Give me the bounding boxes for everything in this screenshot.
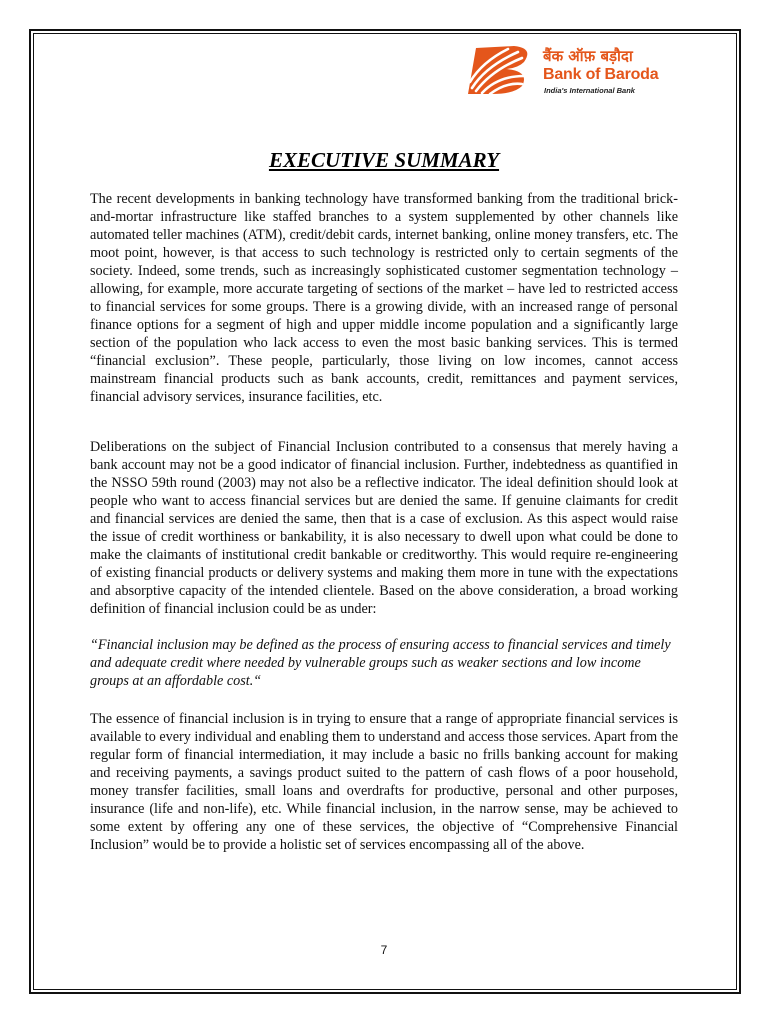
- bank-name-hindi: बैंक ऑफ़ बड़ौदा: [543, 47, 633, 65]
- definition-quote: “Financial inclusion may be defined as the process of ensuring access to financial services and timely and adequate credit where needed by vulnerable groups such as weaker sections and low income groups at an affordable cost.“: [90, 637, 671, 689]
- page-title: EXECUTIVE SUMMARY: [268, 148, 500, 172]
- page-number: 7: [380, 943, 388, 957]
- paragraph-3: The essence of financial inclusion is in trying to ensure that a range of appropriate financial services is available to every individual and enabling them to understand and access those services. Apart from the regular form of financial intermediation, it may include a basic no frills banking account for making and receiving payments, a savings product suited to the pattern of cash flows of a poor household, money transfer facilities, small loans and overdrafts for productive, personal and other purposes, insurance (life and non-life), etc. While financial inclusion, in the narrow sense, may be achieved to some extent by offering any one of these services, the objective of “Comprehensive Financial Inclusion” would be to provide a holistic set of services encompassing all of the above.: [90, 711, 678, 853]
- bank-tagline: India's International Bank: [544, 86, 635, 95]
- bank-name-english: Bank of Baroda: [543, 66, 659, 83]
- bank-logo: [462, 44, 682, 96]
- bank-of-baroda-mark-icon: [462, 44, 538, 96]
- paragraph-1: The recent developments in banking technology have transformed banking from the traditional brick-and-mortar infrastructure like staffed branches to a system supplemented by other channels like automated teller machines (ATM), credit/debit cards, internet banking, online money transfers, etc. The moot point, however, is that access to such technology is restricted only to certain segments of the society. Indeed, some trends, such as increasingly sophisticated customer segmentation technology – allowing, for example, more accurate targeting of sections of the market – have led to restricted access to financial services for some groups. There is a growing divide, with an increased range of personal finance options for a segment of high and upper middle income population and a significantly large section of the population who lack access to even the most basic banking services. This is termed “financial exclusion”. These people, particularly, those living on low incomes, cannot access mainstream financial products such as bank accounts, credit, remittances and payment services, financial advisory services, insurance facilities, etc.: [90, 191, 678, 405]
- paragraph-2: Deliberations on the subject of Financial Inclusion contributed to a consensus that merely having a bank account may not be a good indicator of financial inclusion. Further, indebtedness as quantified in the NSSO 59th round (2003) may not also be a reflective indicator. The ideal definition should look at people who want to access financial services but are denied the same. If genuine claimants for credit and financial services are denied the same, then that is a case of exclusion. As this aspect would raise the issue of credit worthiness or bankability, it is also necessary to dwell upon what could be done to make the claimants of institutional credit bankable or creditworthy. This would require re-engineering of existing financial products or delivery systems and making them more in tune with the expectations and absorptive capacity of the intended clientele. Based on the above consideration, a broad working definition of financial inclusion could be as under:: [90, 439, 678, 617]
